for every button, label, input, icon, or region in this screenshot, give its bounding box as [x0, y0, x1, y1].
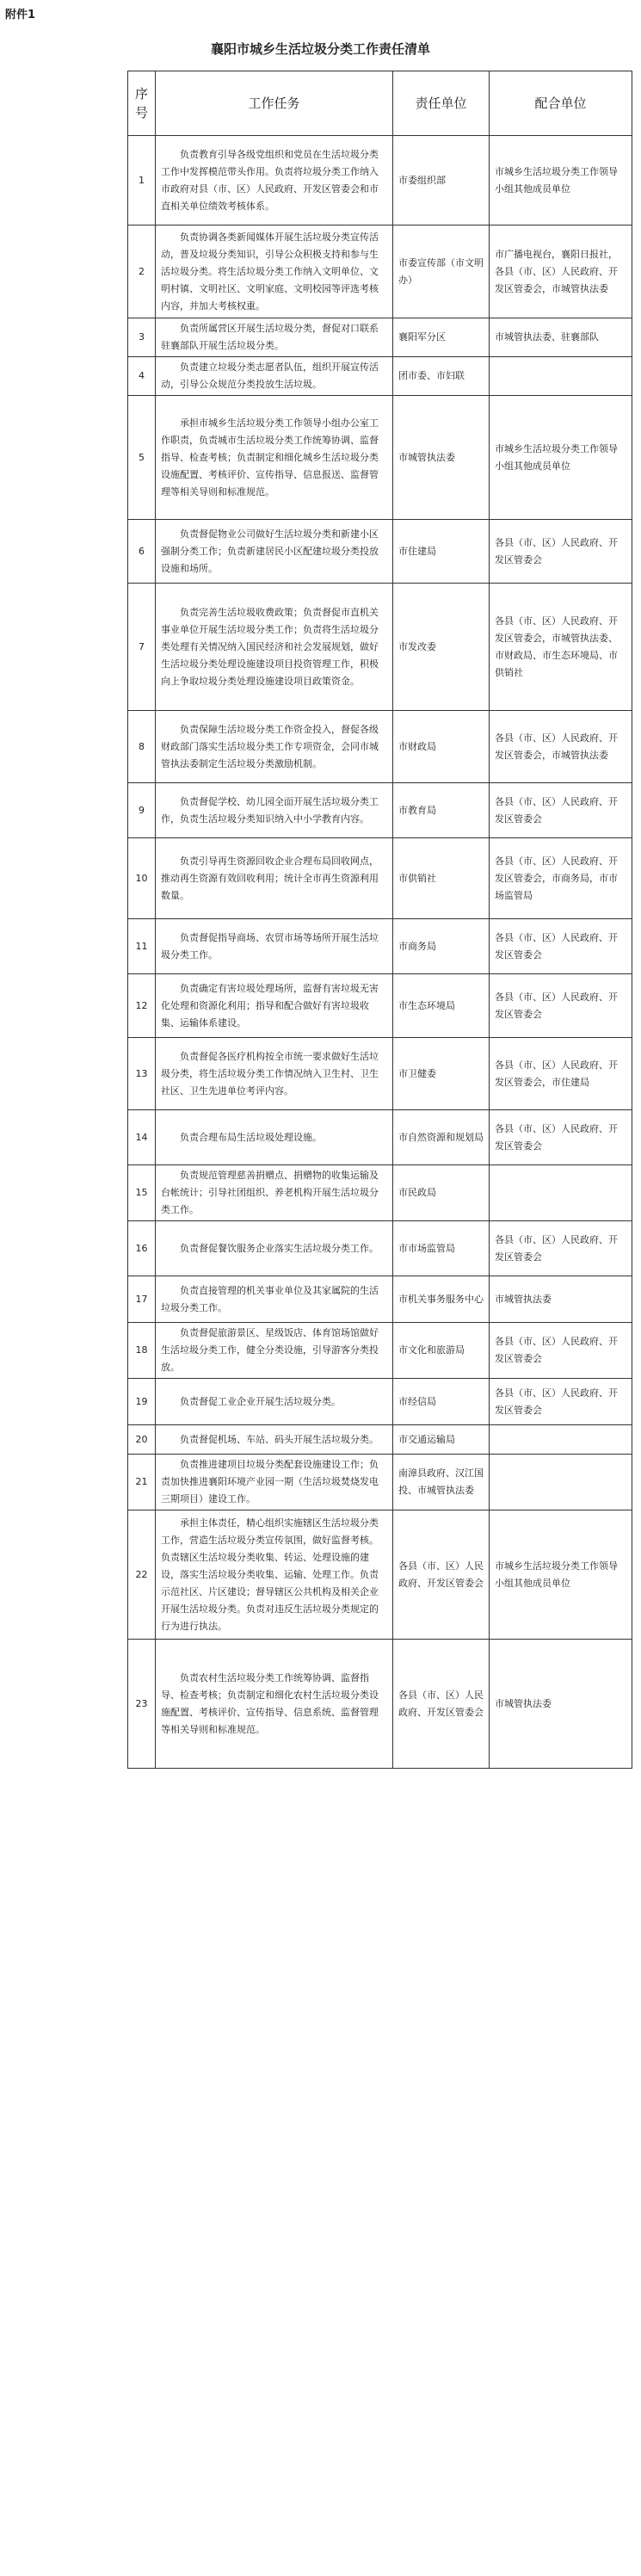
- row-task: 负责所属营区开展生活垃圾分类，督促对口联系驻襄部队开展生活垃圾分类。: [156, 318, 393, 357]
- table-row: [128, 520, 632, 584]
- row-task: 承担主体责任，精心组织实施辖区生活垃圾分类工作，营造生活垃圾分类宣传氛围，做好监督考核。负责辖区生活垃圾分类收集、转运、处理设施的建设，落实生活垃圾分类收集、运输、处理工作。负责示范社区、片区建设；督导辖区公共机构及相关企业开展生活垃圾分类。负责对违反生活垃圾分类规定的行为进行执法。: [156, 1510, 393, 1640]
- row-cooperate: 各县（市、区）人民政府、开发区管委会: [490, 1379, 632, 1425]
- row-responsible: 市经信局: [393, 1379, 490, 1425]
- row-cooperate: 市城管执法委: [490, 1276, 632, 1323]
- row-responsible: 市卫健委: [393, 1038, 490, 1110]
- row-responsible: 市商务局: [393, 919, 490, 974]
- row-responsible: 市民政局: [393, 1165, 490, 1221]
- row-number: 18: [128, 1323, 156, 1379]
- row-number: 23: [128, 1640, 156, 1769]
- row-task: 负责督促旅游景区、星级饭店、体育馆场馆做好生活垃圾分类工作，健全分类设施，引导游客分类投放。: [156, 1323, 393, 1379]
- row-number: 19: [128, 1379, 156, 1425]
- row-number: 3: [128, 318, 156, 357]
- row-number: 10: [128, 838, 156, 919]
- row-cooperate: 各县（市、区）人民政府、开发区管委会，市城管执法委: [490, 711, 632, 783]
- row-responsible: 市财政局: [393, 711, 490, 783]
- table-row: [128, 318, 632, 357]
- row-task: 负责教育引导各级党组织和党员在生活垃圾分类工作中发挥模范带头作用。负责将垃圾分类工作纳入市政府对县（市、区）人民政府、开发区管委会和市直相关单位绩效考核体系。: [156, 136, 393, 225]
- row-cooperate: 各县（市、区）人民政府、开发区管委会，市城管执法委、市财政局、市生态环境局、市供销社: [490, 584, 632, 711]
- row-responsible: 襄阳军分区: [393, 318, 490, 357]
- row-task: 负责督促各医疗机构按全市统一要求做好生活垃圾分类，将生活垃圾分类工作情况纳入卫生村、卫生社区、卫生先进单位考评内容。: [156, 1038, 393, 1110]
- table-row: [128, 1455, 632, 1510]
- table-row: [128, 1038, 632, 1110]
- row-task: 负责督促餐饮服务企业落实生活垃圾分类工作。: [156, 1221, 393, 1276]
- row-task: 负责引导再生资源回收企业合理布局回收网点，推动再生资源有效回收利用；统计全市再生资源利用数量。: [156, 838, 393, 919]
- header-cooperate: 配合单位: [490, 71, 632, 136]
- row-cooperate: [490, 357, 632, 396]
- table-header-row: [128, 71, 632, 136]
- attachment-label: 附件1: [5, 9, 36, 22]
- row-cooperate: 各县（市、区）人民政府、开发区管委会: [490, 520, 632, 584]
- row-cooperate: 各县（市、区）人民政府、开发区管委会: [490, 1323, 632, 1379]
- table-row: [128, 838, 632, 919]
- row-cooperate: 市城管执法委: [490, 1640, 632, 1769]
- table-row: [128, 1425, 632, 1455]
- row-cooperate: 市城乡生活垃圾分类工作领导小组其他成员单位: [490, 136, 632, 225]
- row-number: 15: [128, 1165, 156, 1221]
- row-cooperate: 各县（市、区）人民政府、开发区管委会: [490, 919, 632, 974]
- row-task: 负责督促工业企业开展生活垃圾分类。: [156, 1379, 393, 1425]
- row-cooperate: 各县（市、区）人民政府、开发区管委会，市商务局，市市场监管局: [490, 838, 632, 919]
- row-responsible: 团市委、市妇联: [393, 357, 490, 396]
- row-number: 6: [128, 520, 156, 584]
- table-row: [128, 1165, 632, 1221]
- row-cooperate: 各县（市、区）人民政府、开发区管委会: [490, 974, 632, 1038]
- row-cooperate: 各县（市、区）人民政府、开发区管委会: [490, 1110, 632, 1165]
- row-cooperate: 各县（市、区）人民政府、开发区管委会: [490, 783, 632, 838]
- row-number: 13: [128, 1038, 156, 1110]
- row-responsible: 市发改委: [393, 584, 490, 711]
- row-number: 20: [128, 1425, 156, 1455]
- row-responsible: 市市场监管局: [393, 1221, 490, 1276]
- table-row: [128, 136, 632, 225]
- row-number: 2: [128, 225, 156, 318]
- row-responsible: 市生态环境局: [393, 974, 490, 1038]
- row-responsible: 市自然资源和规划局: [393, 1110, 490, 1165]
- row-task: 承担市城乡生活垃圾分类工作领导小组办公室工作职责，负责城市生活垃圾分类工作统筹协调、监督指导、检查考核；负责制定和细化城乡生活垃圾分类设施配置、考核评价、宣传指导、信息报送、监督管理等相关导则和标准规范。: [156, 396, 393, 520]
- row-cooperate: [490, 1425, 632, 1455]
- table-row: [128, 1379, 632, 1425]
- header-task: 工作任务: [156, 71, 393, 136]
- row-task: 负责规范管理慈善捐赠点、捐赠物的收集运输及台帐统计；引导社团组织、养老机构开展生活垃圾分类工作。: [156, 1165, 393, 1221]
- table-row: [128, 1323, 632, 1379]
- row-responsible: 市城管执法委: [393, 396, 490, 520]
- row-number: 12: [128, 974, 156, 1038]
- row-number: 16: [128, 1221, 156, 1276]
- row-responsible: 市教育局: [393, 783, 490, 838]
- header-no: 序号: [128, 71, 156, 136]
- row-task: 负责合理布局生活垃圾处理设施。: [156, 1110, 393, 1165]
- row-responsible: 市交通运输局: [393, 1425, 490, 1455]
- row-task: 负责推进建项目垃圾分类配套设施建设工作；负责加快推进襄阳环境产业园一期（生活垃圾焚烧发电三期项目）建设工作。: [156, 1455, 393, 1510]
- table-row: [128, 1276, 632, 1323]
- table-row: [128, 974, 632, 1038]
- row-cooperate: [490, 1165, 632, 1221]
- row-cooperate: 市广播电视台，襄阳日报社，各县（市、区）人民政府、开发区管委会，市城管执法委: [490, 225, 632, 318]
- row-responsible: 市供销社: [393, 838, 490, 919]
- row-cooperate: 各县（市、区）人民政府、开发区管委会: [490, 1221, 632, 1276]
- row-responsible: 南漳县政府、汉江国投、市城管执法委: [393, 1455, 490, 1510]
- row-number: 21: [128, 1455, 156, 1510]
- table-row: [128, 711, 632, 783]
- table-row: [128, 1221, 632, 1276]
- row-task: 负责督促指导商场、农贸市场等场所开展生活垃圾分类工作。: [156, 919, 393, 974]
- table-row: [128, 1110, 632, 1165]
- responsibility-table: [127, 71, 632, 1769]
- row-responsible: 各县（市、区）人民政府、开发区管委会: [393, 1640, 490, 1769]
- row-number: 11: [128, 919, 156, 974]
- row-cooperate: 市城乡生活垃圾分类工作领导小组其他成员单位: [490, 1510, 632, 1640]
- row-number: 9: [128, 783, 156, 838]
- row-responsible: 市住建局: [393, 520, 490, 584]
- row-number: 1: [128, 136, 156, 225]
- table-row: [128, 919, 632, 974]
- row-task: 负责协调各类新闻媒体开展生活垃圾分类宣传活动，普及垃圾分类知识，引导公众积极支持和参与生活垃圾分类。将生活垃圾分类工作纳入文明单位、文明村镇、文明社区、文明家庭、文明校园等评选考核内容，并加大考核权重。: [156, 225, 393, 318]
- table-row: [128, 225, 632, 318]
- row-task: 负责农村生活垃圾分类工作统筹协调、监督指导、检查考核；负责制定和细化农村生活垃圾分类设施配置、考核评价、宣传指导、信息系统、监督管理等相关导则和标准规范。: [156, 1640, 393, 1769]
- row-number: 4: [128, 357, 156, 396]
- table-row: [128, 357, 632, 396]
- row-cooperate: 各县（市、区）人民政府、开发区管委会，市住建局: [490, 1038, 632, 1110]
- row-number: 14: [128, 1110, 156, 1165]
- row-responsible: 市文化和旅游局: [393, 1323, 490, 1379]
- row-responsible: 市委宣传部（市文明办）: [393, 225, 490, 318]
- row-responsible: 市机关事务服务中心: [393, 1276, 490, 1323]
- row-responsible: 市委组织部: [393, 136, 490, 225]
- row-cooperate: [490, 1455, 632, 1510]
- row-task: 负责督促学校、幼儿园全面开展生活垃圾分类工作，负责生活垃圾分类知识纳入中小学教育内容。: [156, 783, 393, 838]
- row-task: 负责保障生活垃圾分类工作资金投入，督促各级财政部门落实生活垃圾分类工作专项资金，会同市城管执法委制定生活垃圾分类激励机制。: [156, 711, 393, 783]
- table-row: [128, 1510, 632, 1640]
- row-number: 8: [128, 711, 156, 783]
- row-task: 负责直接管理的机关事业单位及其家属院的生活垃圾分类工作。: [156, 1276, 393, 1323]
- document-title: 襄阳市城乡生活垃圾分类工作责任清单: [210, 41, 430, 57]
- table-row: [128, 1640, 632, 1769]
- row-cooperate: 市城乡生活垃圾分类工作领导小组其他成员单位: [490, 396, 632, 520]
- row-task: 负责建立垃圾分类志愿者队伍，组织开展宣传活动，引导公众规范分类投放生活垃圾。: [156, 357, 393, 396]
- header-responsible: 责任单位: [393, 71, 490, 136]
- row-task: 负责督促机场、车站、码头开展生活垃圾分类。: [156, 1425, 393, 1455]
- row-number: 7: [128, 584, 156, 711]
- row-cooperate: 市城管执法委、驻襄部队: [490, 318, 632, 357]
- row-responsible: 各县（市、区）人民政府、开发区管委会: [393, 1510, 490, 1640]
- row-task: 负责督促物业公司做好生活垃圾分类和新建小区强制分类工作；负责新建居民小区配建垃圾分类投放设施和场所。: [156, 520, 393, 584]
- row-number: 17: [128, 1276, 156, 1323]
- table-row: [128, 396, 632, 520]
- row-task: 负责确定有害垃圾处理场所，监督有害垃圾无害化处理和资源化利用；指导和配合做好有害垃圾收集、运输体系建设。: [156, 974, 393, 1038]
- row-task: 负责完善生活垃圾收费政策；负责督促市直机关事业单位开展生活垃圾分类工作；负责将生活垃圾分类处理有关情况纳入国民经济和社会发展规划，做好生活垃圾分类处理设施建设项目投资管理工作，积极向上争取垃圾分类处理设施建设项目政策资金。: [156, 584, 393, 711]
- row-number: 22: [128, 1510, 156, 1640]
- table-row: [128, 783, 632, 838]
- row-number: 5: [128, 396, 156, 520]
- table-row: [128, 584, 632, 711]
